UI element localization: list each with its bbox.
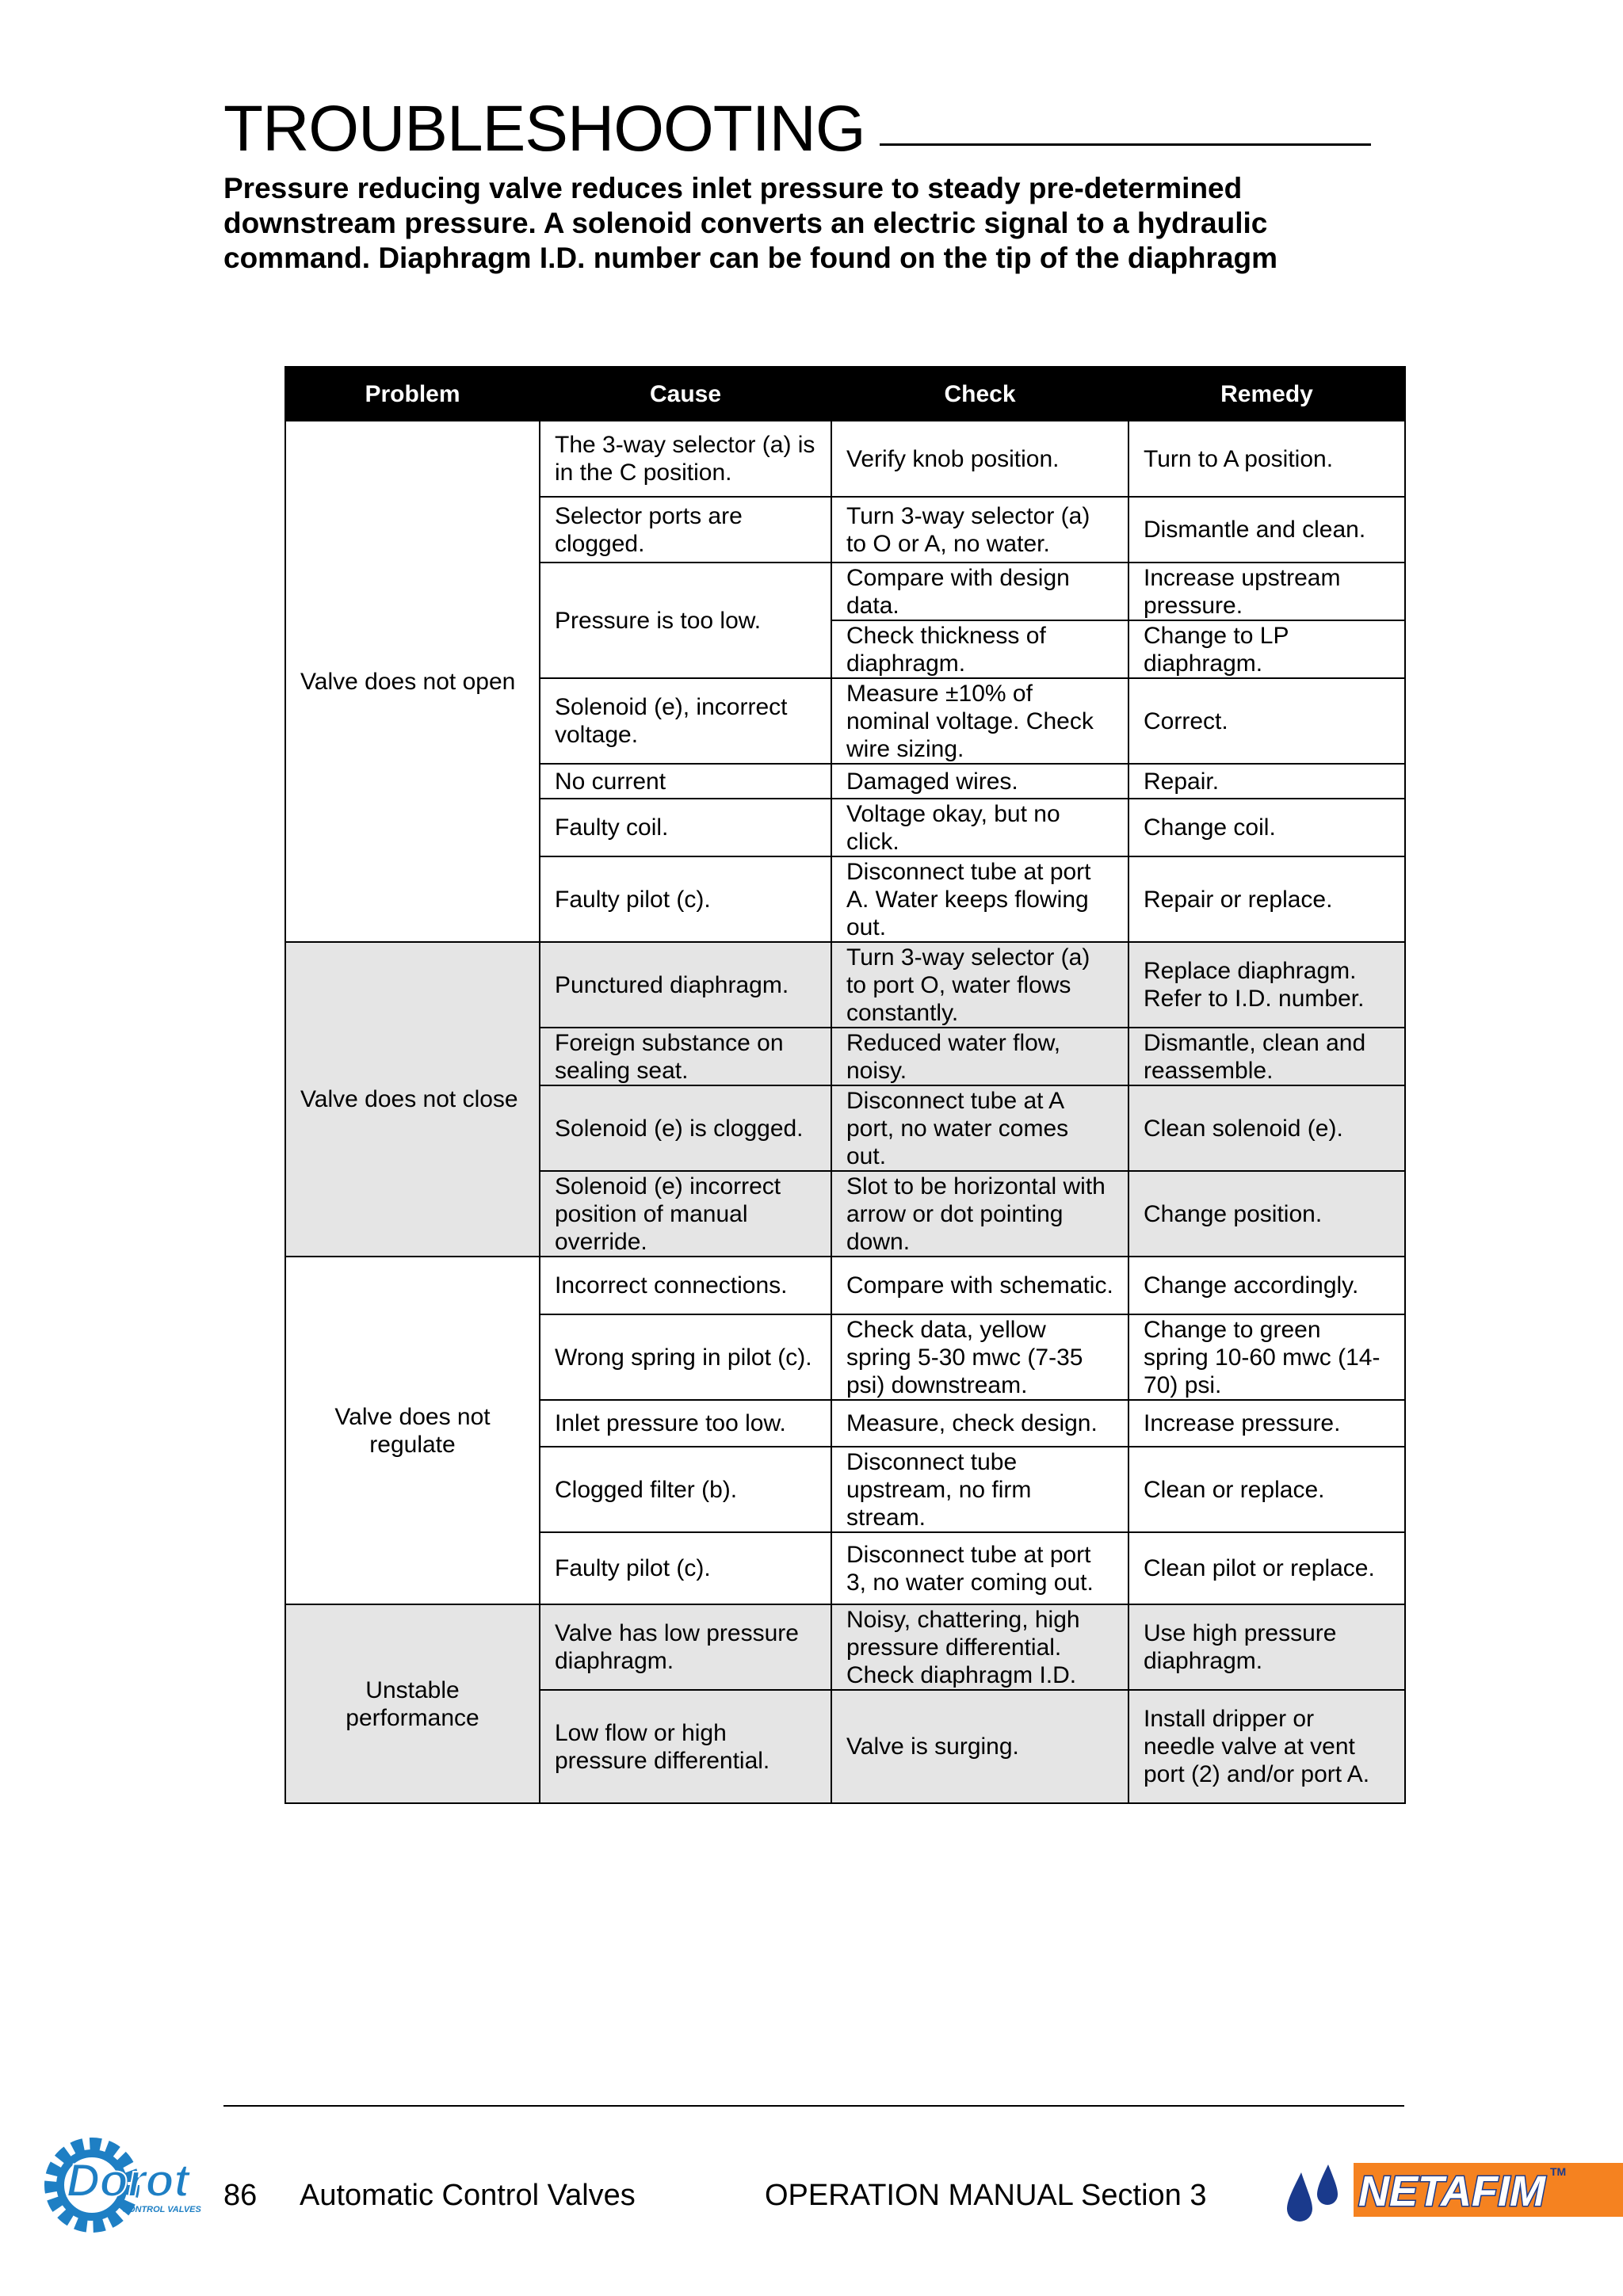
dorot-wordmark: Dorot bbox=[67, 2155, 189, 2206]
cause-cell: Faulty pilot (c). bbox=[540, 1532, 831, 1604]
header-check: Check bbox=[831, 367, 1128, 421]
dorot-logo bbox=[35, 2123, 217, 2234]
cause-cell: The 3-way selector (a) is in the C position. bbox=[540, 421, 831, 497]
cause-cell: Punctured diaphragm. bbox=[540, 942, 831, 1028]
check-cell: Noisy, chattering, high pressure differential. Check diaphragm I.D. bbox=[831, 1604, 1128, 1690]
remedy-cell: Clean or replace. bbox=[1128, 1447, 1405, 1532]
cause-cell: Solenoid (e) is clogged. bbox=[540, 1085, 831, 1171]
remedy-cell: Change to LP diaphragm. bbox=[1128, 620, 1405, 678]
problem-cell: Valve does not close bbox=[285, 942, 540, 1257]
table-header-row bbox=[285, 367, 1405, 421]
check-cell: Disconnect tube upstream, no firm stream. bbox=[831, 1447, 1128, 1532]
netafim-logo bbox=[1282, 2157, 1623, 2236]
cause-cell: Faulty coil. bbox=[540, 799, 831, 856]
check-cell: Compare with schematic. bbox=[831, 1257, 1128, 1314]
troubleshooting-table bbox=[285, 366, 1406, 1804]
cause-cell: Wrong spring in pilot (c). bbox=[540, 1314, 831, 1400]
check-cell: Compare with design data. bbox=[831, 563, 1128, 620]
remedy-cell: Use high pressure diaphragm. bbox=[1128, 1604, 1405, 1690]
cause-cell: Solenoid (e) incorrect position of manual override. bbox=[540, 1171, 831, 1257]
check-cell: Turn 3-way selector (a) to O or A, no water. bbox=[831, 497, 1128, 563]
header-remedy: Remedy bbox=[1128, 367, 1405, 421]
problem-cell: Unstable performance bbox=[285, 1604, 540, 1803]
cause-cell: Clogged filter (b). bbox=[540, 1447, 831, 1532]
check-cell: Slot to be horizontal with arrow or dot pointing down. bbox=[831, 1171, 1128, 1257]
remedy-cell: Increase pressure. bbox=[1128, 1400, 1405, 1447]
cause-cell: Inlet pressure too low. bbox=[540, 1400, 831, 1447]
problem-cell: Valve does not open bbox=[285, 421, 540, 942]
check-cell: Disconnect tube at port 3, no water coming out. bbox=[831, 1532, 1128, 1604]
netafim-wordmark: NETAFIM bbox=[1358, 2168, 1545, 2215]
table-row bbox=[285, 1257, 1405, 1314]
cause-cell: Foreign substance on sealing seat. bbox=[540, 1028, 831, 1085]
footer-rule bbox=[223, 2105, 1404, 2107]
cause-cell: Pressure is too low. bbox=[540, 563, 831, 678]
remedy-cell: Increase upstream pressure. bbox=[1128, 563, 1405, 620]
remedy-cell: Change to green spring 10-60 mwc (14-70) psi. bbox=[1128, 1314, 1405, 1400]
check-cell: Voltage okay, but no click. bbox=[831, 799, 1128, 856]
netafim-tm: TM bbox=[1550, 2165, 1567, 2178]
remedy-cell: Change accordingly. bbox=[1128, 1257, 1405, 1314]
remedy-cell: Replace diaphragm. Refer to I.D. number. bbox=[1128, 942, 1405, 1028]
cause-cell: Faulty pilot (c). bbox=[540, 856, 831, 942]
check-cell: Valve is surging. bbox=[831, 1690, 1128, 1803]
cause-cell: Selector ports are clogged. bbox=[540, 497, 831, 563]
remedy-cell: Turn to A position. bbox=[1128, 421, 1405, 497]
remedy-cell: Repair or replace. bbox=[1128, 856, 1405, 942]
footer-center-text: OPERATION MANUAL Section 3 bbox=[765, 2179, 1207, 2212]
page-title: TROUBLESHOOTING bbox=[223, 93, 865, 165]
cause-cell: Solenoid (e), incorrect voltage. bbox=[540, 678, 831, 764]
title-rule bbox=[880, 143, 1371, 146]
check-cell: Measure, check design. bbox=[831, 1400, 1128, 1447]
remedy-cell: Repair. bbox=[1128, 764, 1405, 799]
footer-left-text: Automatic Control Valves bbox=[300, 2179, 636, 2212]
dorot-tagline: CONTROL VALVES bbox=[122, 2205, 201, 2214]
remedy-cell: Change position. bbox=[1128, 1171, 1405, 1257]
check-cell: Check data, yellow spring 5-30 mwc (7-35 psi) downstream. bbox=[831, 1314, 1128, 1400]
problem-cell: Valve does not regulate bbox=[285, 1257, 540, 1604]
remedy-cell: Clean solenoid (e). bbox=[1128, 1085, 1405, 1171]
remedy-cell: Dismantle and clean. bbox=[1128, 497, 1405, 563]
check-cell: Reduced water flow, noisy. bbox=[831, 1028, 1128, 1085]
remedy-cell: Change coil. bbox=[1128, 799, 1405, 856]
cause-cell: No current bbox=[540, 764, 831, 799]
header-problem: Problem bbox=[285, 367, 540, 421]
check-cell: Measure ±10% of nominal voltage. Check wire sizing. bbox=[831, 678, 1128, 764]
remedy-cell: Install dripper or needle valve at vent port (2) and/or port A. bbox=[1128, 1690, 1405, 1803]
check-cell: Disconnect tube at port A. Water keeps flowing out. bbox=[831, 856, 1128, 942]
table-row bbox=[285, 942, 1405, 1028]
check-cell: Disconnect tube at A port, no water comes out. bbox=[831, 1085, 1128, 1171]
water-drops-icon bbox=[1287, 2164, 1338, 2222]
remedy-cell: Dismantle, clean and reassemble. bbox=[1128, 1028, 1405, 1085]
table-row bbox=[285, 1604, 1405, 1690]
cause-cell: Low flow or high pressure differential. bbox=[540, 1690, 831, 1803]
check-cell: Damaged wires. bbox=[831, 764, 1128, 799]
check-cell: Check thickness of diaphragm. bbox=[831, 620, 1128, 678]
page-number: 86 bbox=[223, 2179, 258, 2212]
remedy-cell: Clean pilot or replace. bbox=[1128, 1532, 1405, 1604]
header-cause: Cause bbox=[540, 367, 831, 421]
remedy-cell: Correct. bbox=[1128, 678, 1405, 764]
cause-cell: Valve has low pressure diaphragm. bbox=[540, 1604, 831, 1690]
intro-paragraph: Pressure reducing valve reduces inlet pressure to steady pre-determined downstream pressure. A solenoid converts an electric signal to a hydraulic command. Diaphragm I.D. number can be found on the tip of the diaphragm bbox=[223, 172, 1278, 274]
check-cell: Turn 3-way selector (a) to port O, water flows constantly. bbox=[831, 942, 1128, 1028]
check-cell: Verify knob position. bbox=[831, 421, 1128, 497]
table-row bbox=[285, 421, 1405, 497]
cause-cell: Incorrect connections. bbox=[540, 1257, 831, 1314]
